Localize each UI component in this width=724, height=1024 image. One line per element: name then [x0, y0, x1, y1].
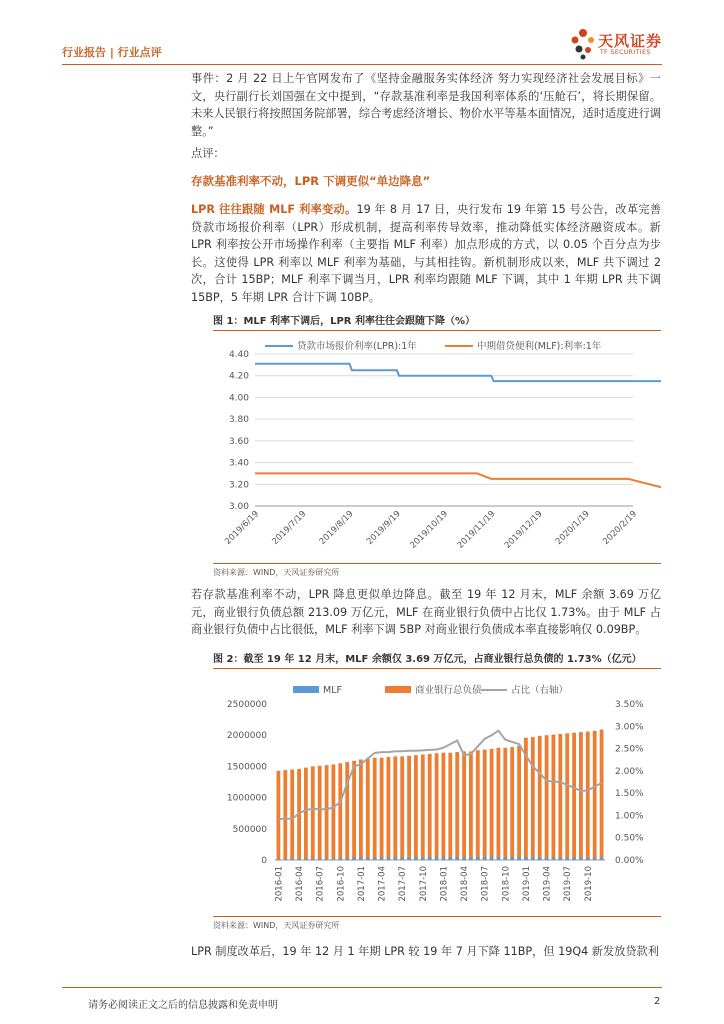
liability-bar: [277, 771, 281, 860]
section-title: 存款基准利率不动，LPR 下调更似“单边降息”: [191, 174, 431, 188]
x-tick-label: 2019/10/19: [408, 509, 451, 551]
x-tick-label: 2019/11/19: [455, 509, 498, 551]
liability-bar: [325, 765, 329, 860]
x-tick-label: 2018-07: [480, 866, 491, 902]
mlf-bar: [359, 858, 363, 860]
y2-tick-label: 2.00%: [615, 766, 644, 777]
legend-label: 中期借贷便利(MLF):利率:1年: [477, 341, 602, 352]
y-tick-label: 3.40: [228, 458, 249, 469]
liability-bar: [435, 753, 439, 860]
x-tick-label: 2017-04: [377, 866, 388, 902]
mlf-bar: [455, 857, 459, 860]
liability-bar: [352, 761, 356, 860]
mlf-bar: [586, 858, 590, 860]
x-tick-label: 2020/1/19: [553, 509, 592, 547]
paragraph-2: [191, 586, 661, 639]
y-tick-label: 1500000: [226, 762, 267, 773]
mlf-bar: [510, 857, 514, 860]
liability-bar: [448, 753, 452, 860]
y-tick-label: 500000: [232, 824, 267, 835]
liability-bar: [572, 733, 576, 860]
x-tick-label: 2019/6/19: [223, 509, 262, 547]
footer-divider: [62, 987, 662, 988]
mlf-bar: [462, 857, 466, 860]
y-tick-label: 3.60: [228, 436, 249, 447]
y2-tick-label: 3.00%: [615, 722, 644, 733]
liability-bar: [600, 730, 604, 860]
liability-bar: [497, 748, 501, 860]
y2-tick-label: 1.00%: [615, 811, 644, 822]
liability-bar: [455, 752, 459, 860]
x-tick-label: 2016-07: [315, 866, 326, 902]
mlf-bar: [373, 858, 377, 860]
legend-label: 商业银行总负债: [415, 685, 482, 696]
mlf-bar: [380, 858, 384, 860]
x-tick-label: 2016-10: [336, 866, 347, 902]
liability-bar: [304, 768, 308, 860]
liability-bar: [387, 757, 391, 860]
liability-bar: [593, 731, 597, 860]
mlf-bar: [600, 858, 604, 860]
liability-bar: [407, 756, 411, 860]
mlf-bar: [517, 857, 521, 860]
mlf-bar: [435, 857, 439, 860]
y-tick-label: 4.40: [228, 350, 249, 360]
liability-bar: [476, 750, 480, 860]
mlf-bar: [579, 858, 583, 860]
liability-bar: [421, 755, 425, 861]
mlf-bar: [338, 858, 342, 860]
x-tick-label: 2020/2/19: [601, 509, 640, 547]
mlf-bar: [497, 857, 501, 860]
liability-bar: [318, 766, 322, 860]
mlf-bar: [407, 858, 411, 860]
liability-bar: [414, 755, 418, 860]
liability-bar: [531, 737, 535, 860]
liability-bar: [579, 732, 583, 860]
mlf-bar: [277, 859, 281, 860]
mlf-bar: [565, 858, 569, 860]
y2-tick-label: 3.50%: [615, 700, 644, 710]
liability-bar: [400, 756, 404, 860]
mlf-bar: [421, 858, 425, 861]
paragraph-1-lead: LPR 往往跟随 MLF 利率变动。: [191, 203, 357, 216]
liability-bar: [442, 753, 446, 860]
mlf-bar: [469, 857, 473, 860]
liability-bar: [345, 762, 349, 860]
y2-tick-label: 1.50%: [615, 789, 644, 800]
x-tick-label: 2019/9/19: [364, 509, 403, 547]
mlf-bar: [442, 857, 446, 860]
paragraph-1-body: 19 年 8 月 17 日，央行发布 19 年第 15 号公告，改革完善贷款市场报价利率（LPR）形成机制，提高利率传导效率，推动降低实体经济融资成本。新 LPR 利率按公开市场操作利率（主要指 MLF 利率）加点形成的方式，以 0.05 个百分点为步长。这使得 LPR 利率以 MLF 利率为基础，与其相挂钩。新机制形成以来，MLF 共下调过 2 次，合计 15BP；MLF 利率下调当月，LPR 利率均跟随 MLF 下调，其中 1 年期 LPR 共下调 15BP，5 年期 LPR 合计下调 10BP。: [191, 203, 661, 304]
y-tick-label: 3.20: [228, 480, 249, 491]
x-tick-label: 2016-01: [274, 866, 285, 902]
liability-bar: [483, 750, 487, 860]
paragraph-1: [191, 201, 661, 306]
y2-tick-label: 0.00%: [615, 856, 644, 866]
x-tick-label: 2018-01: [439, 866, 450, 902]
event-paragraph: 事件：2 月 22 日上午官网发布了《坚持金融服务实体经济 努力实现经济社会发展目标》一文，央行副行长刘国强在文中提到，“存款基准利率是我国利率体系的‘压舱石’，将长期保留。未来人民银行将按照国务院部署，综合考虑经济增长、物价水平等基本面情况，适时适度进行调整。”: [191, 72, 661, 138]
liability-bar: [380, 758, 384, 860]
page-number: 2: [654, 996, 661, 1007]
y-tick-label: 4.20: [228, 371, 249, 382]
y2-tick-label: 0.50%: [615, 833, 644, 844]
legend-swatch: [385, 686, 411, 693]
y-tick-label: 1000000: [226, 793, 267, 804]
mlf-bar: [545, 858, 549, 860]
mlf-bar: [490, 857, 494, 860]
liability-bar: [565, 733, 569, 860]
mlf-bar: [558, 858, 562, 860]
paragraph-2-body: 截至 19 年 12 月末，MLF 余额 3.69 万亿元，商业银行负债总额 213.09 万亿元，MLF 在商业银行负债中占比仅 1.73%。由于 MLF 占商业银行负债中占比很低，MLF 利率下调 5BP 对商业银行负债成本率直接影响仅 0.09BP。: [191, 588, 661, 636]
liability-bar: [428, 754, 432, 860]
logo-text-en: TF SECURITIES: [600, 49, 651, 56]
x-tick-label: 2019/7/19: [270, 509, 309, 547]
mlf-bar: [387, 858, 391, 860]
mlf-bar: [476, 857, 480, 860]
mlf-bar: [538, 858, 542, 861]
mlf-bar: [283, 859, 287, 860]
liability-bar: [366, 759, 370, 860]
y2-tick-label: 2.50%: [615, 744, 644, 755]
liability-bar: [490, 749, 494, 860]
x-tick-label: 2017-07: [398, 866, 409, 902]
liability-bar: [311, 766, 315, 860]
x-tick-label: 2019/12/19: [502, 509, 545, 551]
paragraph-3: LPR 制度改革后，19 年 12 月 1 年期 LPR 较 19 年 7 月下降 11BP，但 19Q4 新发放贷款利: [191, 945, 659, 958]
figure-1-title: 图 1：MLF 利率下调后，LPR 利率往往会跟随下降（%）: [213, 312, 661, 331]
x-tick-label: 2019-04: [542, 866, 553, 902]
x-tick-label: 2018-04: [460, 866, 471, 902]
legend-label: 占比（右轴）: [511, 685, 569, 696]
mlf-bar: [290, 859, 294, 860]
mlf-bar: [325, 859, 329, 860]
liability-bar: [462, 751, 466, 860]
x-tick-label: 2018-10: [501, 866, 512, 902]
figure-1-source: 资料来源：WIND，天风证券研究所: [213, 563, 661, 578]
mlf-bar: [311, 859, 315, 860]
comment-label: 点评：: [191, 147, 225, 160]
liability-bar: [586, 732, 590, 861]
liability-bar: [373, 758, 377, 860]
liability-bar: [393, 756, 397, 860]
mlf-bar: [428, 857, 432, 860]
logo-text-cn: 天风证券: [598, 32, 663, 50]
x-tick-label: 2019/8/19: [317, 509, 356, 547]
x-tick-label: 2019-07: [563, 866, 574, 902]
figure-2-source: 资料来源：WIND，天风证券研究所: [213, 916, 661, 931]
mlf-bar: [552, 858, 556, 860]
liability-bar: [283, 770, 287, 860]
mlf-bar: [352, 858, 356, 860]
liability-bar: [359, 760, 363, 861]
mlf-bar: [297, 859, 301, 860]
liability-bar: [290, 770, 294, 861]
x-tick-label: 2016-04: [295, 866, 306, 902]
y-tick-label: 3.00: [228, 502, 249, 512]
mlf-bar: [332, 859, 336, 860]
liability-bar: [503, 748, 507, 860]
liability-bar: [338, 763, 342, 860]
liability-bar: [558, 734, 562, 860]
mlf-bar: [366, 858, 370, 860]
mlf-bar: [448, 857, 452, 860]
y-tick-label: 2500000: [226, 700, 267, 710]
header-divider: [62, 64, 662, 65]
y-tick-label: 4.00: [228, 393, 249, 404]
mlf-bar: [318, 859, 322, 860]
mlf-bar: [593, 858, 597, 860]
mlf-bar: [503, 857, 507, 860]
series-line: [255, 473, 661, 489]
x-tick-label: 2019-01: [521, 866, 532, 902]
x-tick-label: 2017-10: [418, 866, 429, 902]
liability-bar: [332, 765, 336, 861]
logo-flower-icon: [570, 28, 596, 60]
x-tick-label: 2019-10: [583, 866, 594, 902]
header-breadcrumb: 行业报告 | 行业点评: [62, 46, 162, 59]
x-tick-label: 2017-01: [356, 866, 367, 902]
liability-bar: [552, 735, 556, 860]
series-line: [255, 364, 661, 392]
figure-2-title: 图 2：截至 19 年 12 月末，MLF 余额仅 3.69 万亿元，占商业银行总负债的 1.73%（亿元）: [213, 650, 661, 669]
y-tick-label: 2000000: [226, 731, 267, 742]
liability-bar: [538, 736, 542, 860]
mlf-bar: [304, 859, 308, 860]
legend-label: MLF: [323, 685, 342, 696]
mlf-bar: [393, 858, 397, 860]
liability-bar: [545, 735, 549, 860]
mlf-bar: [531, 857, 535, 860]
mlf-bar: [524, 857, 528, 860]
paragraph-2-lead: 若存款基准利率不动，LPR 降息更似单边降息。: [191, 588, 440, 601]
figure-2-combo-chart: [213, 668, 661, 913]
mlf-bar: [414, 858, 418, 860]
figure-1-line-chart: [213, 330, 661, 560]
footer-disclaimer: 请务必阅读正文之后的信息披露和免责申明: [88, 1000, 278, 1011]
y-tick-label: 3.80: [228, 415, 249, 426]
legend-swatch: [293, 686, 319, 693]
y-tick-label: 0: [261, 856, 267, 866]
mlf-bar: [483, 857, 487, 860]
company-logo: [570, 28, 680, 62]
liability-bar: [510, 747, 514, 860]
mlf-bar: [400, 858, 404, 860]
legend-label: 贷款市场报价利率(LPR):1年: [297, 341, 417, 352]
liability-bar: [517, 746, 521, 860]
mlf-bar: [572, 858, 576, 860]
mlf-bar: [345, 858, 349, 860]
liability-bar: [469, 751, 473, 860]
